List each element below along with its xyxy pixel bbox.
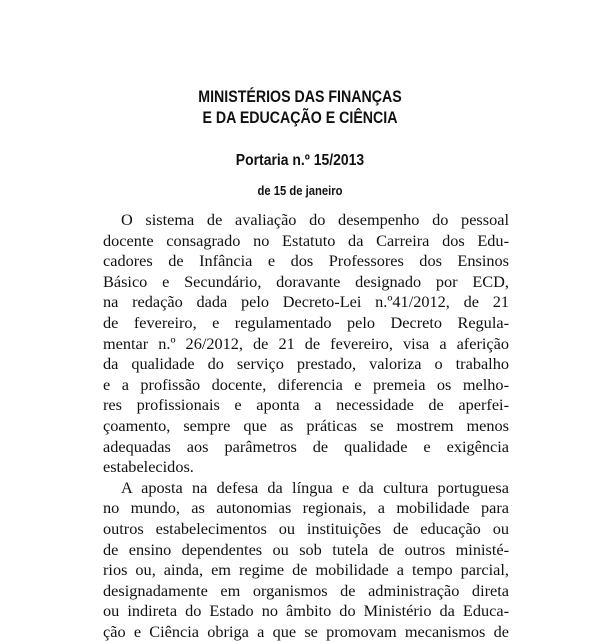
paragraph-line: rios ou, ainda, em regime de mobilidade a tempo parcial, [103, 560, 509, 580]
paragraph-line: e a profissão docente, diferencia e premeia os melho- [103, 374, 509, 394]
paragraph-line: çoamento, sempre que as práticas se mostrem menos [103, 415, 509, 435]
paragraph-2 [103, 478, 509, 642]
portaria-date: de 15 de janeiro [257, 184, 343, 198]
paragraph-line: docente consagrado no Estatuto da Carreira dos Edu- [103, 230, 509, 250]
paragraph-line: da qualidade do serviço prestado, valoriza o trabalho [103, 354, 509, 374]
paragraph-line: na redação dada pelo Decreto-Lei n.º41/2012, de 21 [103, 292, 509, 312]
document-body [103, 210, 509, 642]
paragraph-line: designadamente em organismos de administração direta [103, 580, 509, 600]
paragraph-line: A aposta na defesa da língua e da cultura portuguesa [121, 477, 509, 497]
paragraph-line: de ensino dependentes ou sob tutela de outros ministé- [103, 539, 509, 559]
paragraph-line: adequadas aos parâmetros de qualidade e exigência [103, 436, 509, 456]
paragraph-line: O sistema de avaliação do desempenho do pessoal [121, 210, 509, 229]
paragraph-line: de fevereiro, e regulamentado pelo Decreto Regula- [103, 312, 509, 332]
paragraph-line: estabelecidos. [103, 457, 194, 477]
paragraph-line: mentar n.º 26/2012, de 21 de fevereiro, visa a aferição [103, 333, 509, 353]
paragraph-line: ção e Ciência obriga a que se promovam mecanismos de [103, 621, 509, 641]
portaria-title: Portaria n.º 15/2013 [235, 152, 365, 169]
paragraph-line: ou indireta do Estado no âmbito do Ministério da Educa- [103, 601, 509, 621]
paragraph-line: outros estabelecimentos ou instituições de educação ou [103, 518, 509, 538]
ministry-title-line-1: MINISTÉRIOS DAS FINANÇAS [198, 88, 402, 106]
paragraph-1 [103, 210, 509, 478]
paragraph-line: res profissionais e aponta a necessidade de aperfei- [103, 395, 509, 415]
paragraph-line: Básico e Secundário, doravante designado por ECD, [103, 271, 509, 291]
ministry-title-line-2: E DA EDUCAÇÃO E CIÊNCIA [202, 109, 398, 127]
paragraph-line: no mundo, as autonomias regionais, a mobilidade para [103, 498, 509, 518]
paragraph-line: cadores de Infância e dos Professores dos Ensinos [103, 251, 509, 271]
